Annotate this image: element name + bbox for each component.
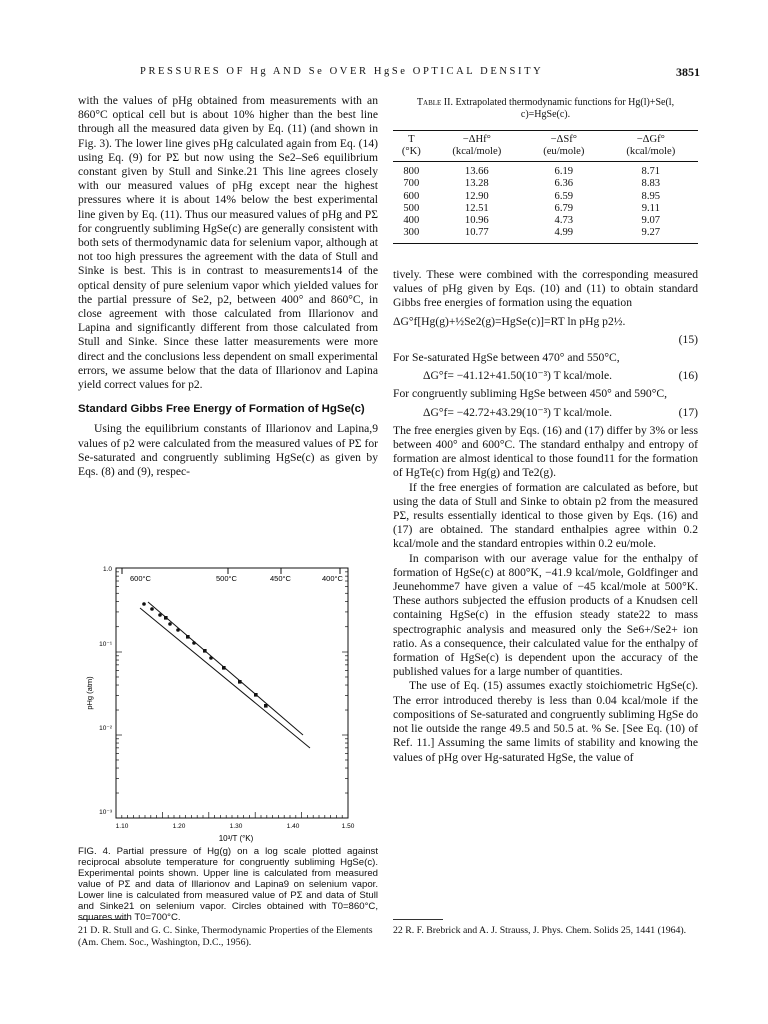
equation-15-number: (15) [678,332,698,346]
top-tick-label: 400°C [322,574,343,583]
table-caption-label: Table II. [416,97,453,108]
table-header-cell: −ΔSf° (eu/mole) [524,131,604,162]
y-tick-label: 10⁻¹ [99,641,112,648]
top-tick-label: 500°C [216,574,237,583]
data-point-square [164,616,168,620]
table-header-cell: −ΔHf° (kcal/mole) [430,131,524,162]
data-point-circle [142,602,146,606]
table-header-row [393,131,698,162]
data-point-square [203,649,207,653]
equation-15 [393,315,698,329]
y-tick-label: 10⁻² [99,725,112,732]
equation-15-text: ΔG°f[Hg(g)+½Se2(g)=HgSe(c)]=RT ln pHg p2½. [393,314,626,328]
x-tick-label: 1.20 [172,823,186,830]
right-paragraph-1: tively. These were combined with the corresponding measured values of pHg given by Eqs. (10) and (11) to obtain standard Gibbs free energies of formation using the equation [393,268,698,310]
figure-caption: FIG. 4. Partial pressure of Hg(g) on a log scale plotted against reciprocal absolute temperature for congruently subliming HgSe(c). Experimental points shown. Upper line is calculated from measured value of PΣ and data of Illarionov and Lapina9 on selenium vapor. Lower line is calculated from measured value of PΣ and data of Stull and Sinke21 on selenium vapor. Circles obtained with T0=860°C, squares with T0=700°C. [78,846,378,923]
footnote-21: 21 D. R. Stull and G. C. Sinke, Thermodynamic Properties of the Elements (Am. Chem. Soc., Washington, D.C., 1956). [78,925,373,948]
data-point-circle [209,656,213,660]
plot-frame [116,568,348,818]
y-axis-label: pHg (atm) [85,676,94,710]
x-axis-label: 10³/T (°K) [218,834,254,843]
top-tick-label: 450°C [270,574,291,583]
right-paragraph-5: If the free energies of formation are calculated as before, but using the data of Stull and Sinke to obtain p2 from the measured PΣ, results essentially identical to those given by Eqs. (16) and (17) are obtained. The standard enthalpies agree within 0.2 kcal/mole and the standard entropies within 0.2 eu/mole. [393,480,698,551]
data-point-circle [176,628,180,632]
equation-16-text: ΔG°f= −41.12+41.50(10⁻³) T kcal/mole. [423,369,612,383]
table-row: 400 10.96 4.73 9.07 [403,215,661,227]
data-point-square [186,635,190,639]
right-paragraph-3: For congruently subliming HgSe between 450° and 590°C, [393,387,667,401]
table-row: 600 12.90 6.59 8.95 [403,190,661,202]
left-column [78,94,378,479]
data-point-circle [192,641,196,645]
data-point-square [264,704,268,708]
section-heading: Standard Gibbs Free Energy of Formation of HgSe(c) [78,403,365,416]
lower-line [140,608,310,748]
table-row: 500 12.51 6.79 9.11 [403,202,660,214]
right-column [393,268,698,765]
data-point-square [254,693,258,697]
table-row: 800 13.66 6.19 8.71 [403,166,661,177]
data-point-circle [150,607,154,611]
data-point-square [222,666,226,670]
y-tick-label: 1.0 [102,566,112,573]
right-paragraph-2: For Se-saturated HgSe between 470° and 550°C, [393,351,620,365]
table-header-cell: −ΔGf° (kcal/mole) [604,131,698,162]
running-header [0,66,768,82]
page-number: 3851 [676,65,700,79]
footnote-rule [393,919,443,920]
table-caption [393,97,698,121]
equation-17-number: (17) [678,405,698,419]
right-paragraph-4: The free energies given by Eqs. (16) and (17) differ by 3% or less between 400° and 600°C. The standard enthalpy and entropy of formation are almost identical to those found11 for the formation of HgTe(c) from Hg(g) and Te2(g). [393,423,698,480]
x-tick-label: 1.40 [286,823,300,830]
footnote-rule [78,919,128,920]
table-row: 300 10.77 4.99 9.27 [393,227,698,243]
left-paragraph-1: with the values of pHg obtained from measurements with an 860°C optical cell but is about 10% higher than the best line through all the measured data given by Eq. (11) (and shown in Fig. 3). The lower line gives pHg calculated again from Eq. (14) using Eq. (9) for PΣ but now using the Se2–Se6 equilibrium constant given by Stull and Sinke.21 This line agrees closely with our measured values of pHg except near the highest pressures where it is about 14% below the best experimental line given by Eq. (11). Thus our measured values of pHg and PΣ for congruently subliming HgSe(c) are generally consistent with both sets of thermodynamic data for selenium vapor, although at not too high pressures the agreement with the data of Stull and Sinke is best. This is in contrast to measurements14 of the optical density of pure selenium vapor which yielded values for the partial pressure of Se2, p2, between 400° and 860°C, in close agreement with those calculated from Illarionov and Lapina and significantly different from those calculated from Stull and Sinke. Since these latter measurements were more direct and the conclusions less dependent on small experimental errors, we assume below that the data of Illarionov and Lapina yield correct values for p2. [78,94,378,392]
equation-17-text: ΔG°f= −42.72+43.29(10⁻³) T kcal/mole. [423,405,612,419]
thermo-table [393,130,698,244]
equation-16-number: (16) [678,369,698,383]
data-point-circle [168,622,172,626]
running-title: PRESSURES OF Hg AND Se OVER HgSe OPTICAL DENSITY [140,66,544,77]
y-tick-label: 10⁻³ [99,809,112,816]
axis-ticks [116,568,348,818]
top-tick-label: 600°C [130,574,151,583]
equation-16 [393,369,698,383]
table-header-cell: T (°K) [393,131,430,162]
data-point-circle [158,613,162,617]
equation-17 [393,406,698,420]
figure-4 [78,560,378,845]
right-paragraph-6: In comparison with our average value for the enthalpy of formation of HgSe(c) at 800°K, −41.9 kcal/mole, Goldfinger and Jeunehomme7 have given a value of −45 kcal/mole at 500°K. These authors subjected the effusion products of a Knudsen cell containing HgSe(c) in the effusion steady state22 to mass spectrographic analysis and measured only the Se6+/Se2+ ion ratio. As a consequence, their calculated value for the enthalpy of formation of HgSe(c) is dependent upon the accuracy of the published values for a large number of quantities. [393,551,698,679]
x-tick-label: 1.30 [229,823,243,830]
footnote-22: 22 R. F. Brebrick and A. J. Strauss, J. Phys. Chem. Solids 25, 1441 (1964). [393,925,687,936]
table-caption-text: Extrapolated thermodynamic functions for Hg(l)+Se(l, c)=HgSe(c). [455,97,675,120]
x-tick-label: 1.10 [115,823,129,830]
x-tick-label: 1.50 [341,823,355,830]
table-row: 700 13.28 6.36 8.83 [403,178,661,190]
right-paragraph-7: The use of Eq. (15) assumes exactly stoichiometric HgSe(c). The error introduced thereby is less than 0.04 kcal/mole if the compositions of Se-saturated and congruently subliming HgSe do not lie outside the range 49.5 and 50.5 at. % Se. [See Eq. (10) of Ref. 11.] Assuming the same limits of stability and knowing the values of pHg over Hg-saturated HgSe, the value of [393,679,698,764]
data-point-square [238,680,242,684]
left-paragraph-2: Using the equilibrium constants of Illarionov and Lapina,9 values of p2 were calculated from the measured values of PΣ for Se-saturated and congruently subliming HgSe(c) as given by Eqs. (8) and (9), respec- [78,422,378,479]
